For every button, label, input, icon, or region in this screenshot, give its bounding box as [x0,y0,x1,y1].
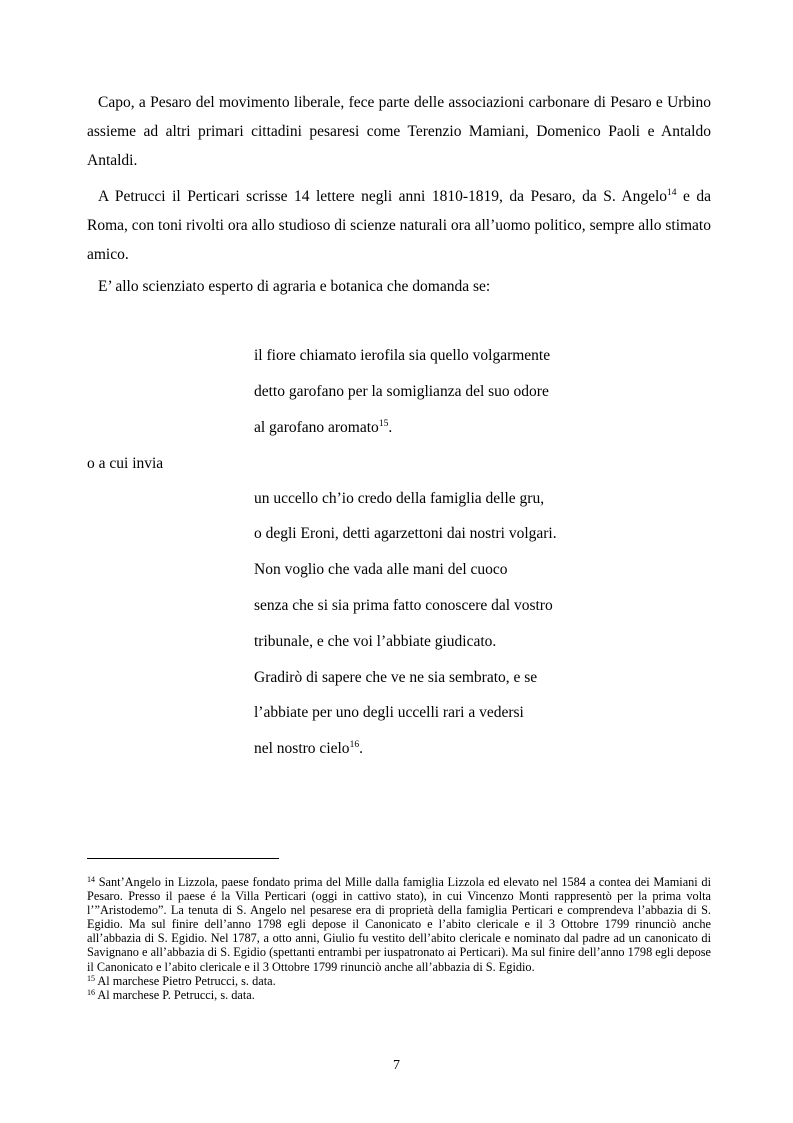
quote-2-line: tribunale, e che voi l’abbiate giudicato. [254,633,497,650]
footnote-ref-14: 14 [667,188,677,198]
footnote-ref-16: 16 [349,740,360,750]
footnotes [87,875,711,1002]
footnote-separator [87,858,279,859]
footnote-text: Sant’Angelo in Lizzola, paese fondato prima del Mille dalla famiglia Lizzola ed elevato nel 1584 a contea dei Mamiani di Pesaro. Presso il paese é la Villa Perticari (oggi in cattivo stato), in cui Vincenzo Monti rappresentò per la prima volta l’”Aristodemo”. La tenuta di S. Angelo nel pesarese era di proprietà della famiglia Perticari e comprendeva l’abbazia di S. Egidio. Ma sul finire dell’anno 1798 egli depose il Canonicato e l’abito clericale e il 3 Ottobre 1799 rinunciò anche all’abbazia di S. Egidio. Nel 1787, a otto anni, Giulio fu vestito dell’abito clericale e nominato dal padre ad un canonicato di Savignano e all’abbazia di S. Egidio (spettanti entrambi per iuspatronato ai Perticari). Ma sul finire dell’anno 1798 egli depose il Canonicato e l’abito clericale e il 3 Ottobre 1799 rinunciò anche all’abbazia di S. Egidio. [87,875,711,974]
paragraph-2-text-a: A Petrucci il Perticari scrisse 14 lettere negli anni 1810-1819, da Pesaro, da S. Angelo [98,188,668,205]
quote-1-end: . [388,419,393,436]
page-number: 7 [393,1058,400,1073]
quote-2-line: Non voglio che vada alle mani del cuoco [254,561,508,578]
paragraph-3: E’ allo scienziato esperto di agraria e botanica che domanda se: [98,278,491,295]
footnote-16 [87,988,711,1002]
footnote-text: Al marchese P. Petrucci, s. data. [95,987,255,1002]
paragraph-2-text-b: e da Roma, con toni rivolti ora allo studioso di scienze naturali ora all’uomo politico, sempre allo stimato amico. [87,188,711,263]
quote-2-line: l’abbiate per uno degli uccelli rari a vedersi [254,704,524,721]
footnote-ref-15: 15 [378,419,389,429]
footnote-number: 14 [87,875,95,884]
quote-1-line: detto garofano per la somiglianza del suo odore [254,383,549,400]
quote-1-line: il fiore chiamato ierofila sia quello volgarmente [254,347,551,364]
quote-1-line [254,419,392,437]
quote-2-line: Gradirò di sapere che ve ne sia sembrato, e se [254,669,538,686]
footnote-14 [87,875,711,974]
paragraph-2 [87,182,711,269]
paragraph-1: Capo, a Pesaro del movimento liberale, fece parte delle associazioni carbonare di Pesaro e Urbino assieme ad altri primari cittadini pesaresi come Terenzio Mamiani, Domenico Paoli e Antaldo Antaldi. [87,94,711,169]
quote-2-line [254,740,363,758]
quote-2-line: senza che si sia prima fatto conoscere dal vostro [254,597,553,614]
connector-text: o a cui invia [87,455,164,472]
footnote-number: 15 [87,973,95,983]
quote-2-end: . [359,740,363,757]
footnote-text: Al marchese Pietro Petrucci, s. data. [95,973,276,988]
quote-1-line-text: al garofano aromato [254,419,379,436]
footnote-15 [87,974,711,988]
quote-2-line: o degli Eroni, detti agarzettoni dai nostri volgari. [254,525,557,542]
quote-2-line: un uccello ch’io credo della famiglia delle gru, [254,490,545,507]
quote-2-line-text: nel nostro cielo [254,740,350,757]
footnote-number: 16 [87,987,95,997]
